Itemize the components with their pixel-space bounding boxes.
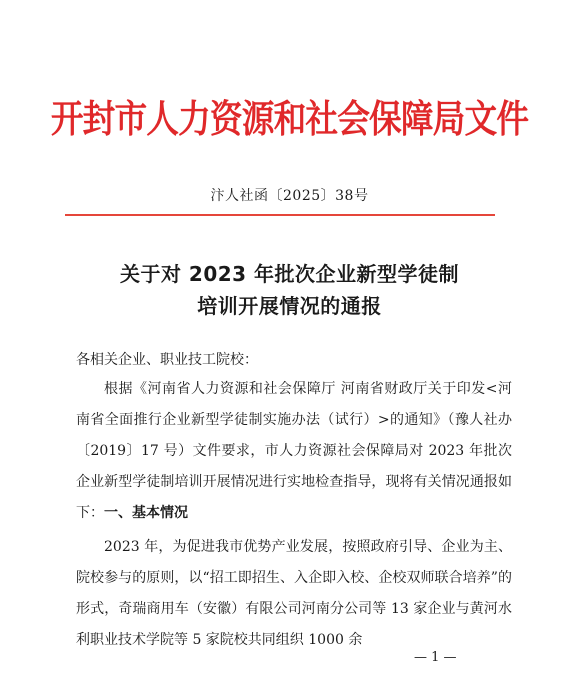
paragraph-basic-situation: 2023 年，为促进我市优势产业发展，按照政府引导、企业为主、院校参与的原则，以“招工即招生、入企即入校、企校双师联合培养”的形式，奇瑞商用车（安徽）有限公司河南分公司等 13 家企业与黄河水利职业技术学院等 5 家院校共同组织 1000 余 [76, 539, 512, 648]
page-number: — 1 — [414, 650, 457, 665]
salutation: 各相关企业、职业技工院校： [76, 352, 258, 368]
document-title-line-1: 关于对 2023 年批次企业新型学徒制 [119, 262, 460, 286]
issuing-authority-header: 开封市人力资源和社会保障局文件 [50, 97, 529, 141]
section-heading-basic-situation: 一、基本情况 [104, 505, 188, 521]
document-title-line-2: 培训开展情况的通报 [197, 294, 382, 318]
paragraph-intro: 根据《河南省人力资源和社会保障厅 河南省财政厅关于印发<河南省全面推行企业新型学徒制实施办法（试行）>的通知》（豫人社办〔2019〕17 号）文件要求，市人力资源社会保障局对 2023 年批次企业新型学徒制培训开展情况进行实地检查指导，现将有关情况通报如下： [76, 381, 512, 521]
red-divider-line [65, 214, 495, 216]
document-number: 汴人社函〔2025〕38号 [210, 188, 369, 204]
